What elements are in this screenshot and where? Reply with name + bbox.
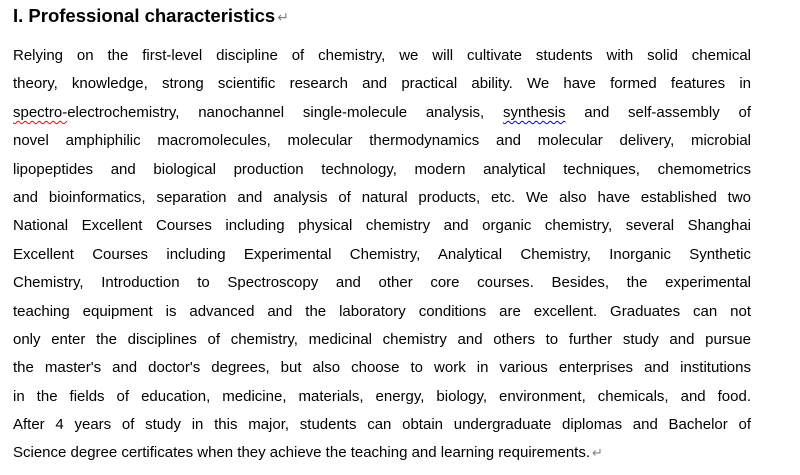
grammar-error-text: synthesis	[502, 103, 566, 121]
text-line	[13, 156, 751, 184]
text-run: and bioinformatics, separation and analysis of natural products, etc. We also have established two	[13, 188, 751, 206]
text-line	[13, 70, 751, 98]
text-run: Chemistry, Introduction to Spectroscopy and other core courses. Besides, the experimental	[13, 274, 751, 292]
text-run: teaching equipment is advanced and the laboratory conditions are excellent. Graduates can not	[13, 302, 751, 320]
text-line	[13, 411, 751, 439]
section-heading	[13, 2, 751, 31]
text-line	[13, 42, 751, 70]
text-run: the master's and doctor's degrees, but also choose to work in various enterprises and institutions	[13, 359, 751, 377]
text-line	[13, 212, 751, 240]
text-run: only enter the disciplines of chemistry, medicinal chemistry and others to further study and pursue	[13, 330, 751, 348]
text-run: in the fields of education, medicine, materials, energy, biology, environment, chemicals, and food.	[13, 387, 751, 405]
text-run: novel amphiphilic macromolecules, molecular thermodynamics and molecular delivery, microbial	[13, 132, 751, 150]
text-line	[13, 298, 751, 326]
text-run: and self-assembly of	[565, 103, 751, 121]
text-line	[13, 439, 751, 467]
text-line	[13, 383, 751, 411]
text-run: Science degree certificates when they achieve the teaching and learning requirements.	[13, 444, 591, 462]
text-line	[13, 269, 751, 297]
spell-error-text: spectro-	[13, 103, 68, 121]
text-run: electrochemistry, nanochannel single-molecule analysis,	[67, 103, 503, 121]
text-line	[13, 99, 751, 127]
text-line	[13, 354, 751, 382]
section-heading-text: I. Professional characteristics	[13, 5, 276, 26]
body-paragraph	[13, 42, 751, 468]
text-line	[13, 184, 751, 212]
text-run: National Excellent Courses including physical chemistry and organic chemistry, several Shanghai	[13, 217, 751, 235]
text-run: After 4 years of study in this major, students can obtain undergraduate diplomas and Bachelor of	[13, 416, 751, 434]
paragraph-mark-icon: ↵	[277, 9, 289, 25]
text-run: lipopeptides and biological production technology, modern analytical techniques, chemometrics	[13, 160, 751, 178]
text-line	[13, 127, 751, 155]
text-run: Excellent Courses including Experimental Chemistry, Analytical Chemistry, Inorganic Synthetic	[13, 245, 751, 263]
text-run: theory, knowledge, strong scientific research and practical ability. We have formed features in	[13, 75, 751, 93]
text-line	[13, 241, 751, 269]
text-run: Relying on the first-level discipline of chemistry, we will cultivate students with solid chemical	[13, 47, 751, 64]
paragraph-mark-icon: ↵	[592, 445, 603, 461]
text-line	[13, 326, 751, 354]
